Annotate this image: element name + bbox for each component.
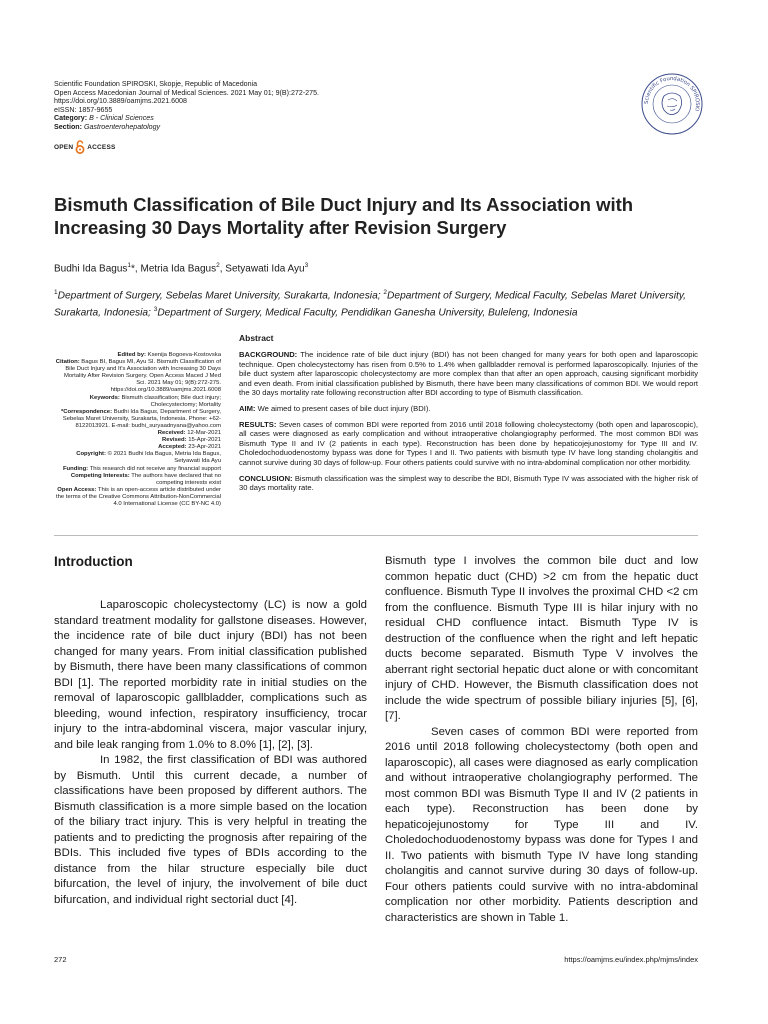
doi-link[interactable]: https://doi.org/10.3889/oamjms.2021.6008	[54, 97, 187, 106]
intro-paragraph-3: Bismuth type I involves the common bile duct and low common hepatic duct (CHD) >2 cm from the hepatic duct confluence. Bismuth Type II involves the proximal CHD <2 cm from the confluence. Bismuth Type III is hilar injury with no residual CHD confluence intact. Bismuth Type IV is destruction of the confluence when the right and left hepatic ducts become separated. Bismuth Type V involves the aberrant right sectorial hepatic duct alone or with concomitant injury of CHD. However, the Bismuth classification does not include the wide spectrum of possible biliary injuries [5], [6], [7].	[385, 555, 698, 722]
foundation-seal-logo	[640, 72, 704, 136]
abstract-aim: AIM: We aimed to present cases of bile duct injury (BDI).	[239, 403, 431, 413]
intro-paragraph-2: In 1982, the first classification of BDI was authored by Bismuth. Until this current decade, a number of classifications have been proposed by different authors. The Bismuth classification is a more simple based on the location of the biliary tract injury. This is very helpful in treating the patients and to predicting the prognosis after repairing of the BDIs. This included five types of BDIs according to the distance from the hilar structure especially bile duct bifurcation, the level of injury, the involvement of bile duct bifurcation, and individual right sectorial duct [4].	[54, 754, 367, 906]
abstract-heading: Abstract	[239, 333, 274, 343]
open-access-label-open: OPEN	[54, 143, 74, 151]
abstract-body	[239, 350, 698, 499]
section-line: Section: Gastroenterohepatology	[54, 122, 161, 131]
open-access-statement: Open Access: This is an open-access article distributed under the terms of the Creative Commons Attribution-NonCommercial 4.0 International License (CC BY-NC 4.0)	[56, 486, 221, 507]
accepted-date: Accepted: 23-Apr-2021	[158, 444, 221, 451]
introduction-heading: Introduction	[54, 554, 133, 569]
affiliation-3: Department of Surgery, Medical Faculty, Pendidikan Ganesha University, Buleleng, Indonesia	[157, 307, 578, 319]
keywords: Keywords: Bismuth classification; Bile duct injury; Cholecystectomy; Mortality	[89, 394, 221, 408]
journal-citation-line: Open Access Macedonian Journal of Medical Sciences. 2021 May 01; 9(B):272-275.	[54, 88, 319, 97]
abstract-results: RESULTS: Seven cases of common BDI were reported from 2016 until 2018 following cholecystectomy (both open and laparoscopic), all cases were diagnosed as early complication and without intraoperative cholangiography performed. The most common BDI was Bismuth Type II and IV (2 patients in each type). Reconstruction has been done by hepaticojejunostomy for Type III and IV. Choledochoduodenostomy bypass was done for Types I and II. Two patients with bismuth type IV have long standing cholangitis and cannot survive during 30 days of follow-up. Four others patients could survive with no intra-abdominal complication nor other morbidity.	[239, 419, 698, 467]
affiliation-1: Department of Surgery, Sebelas Maret University, Surakarta, Indonesia;	[57, 290, 381, 302]
author-3: Setyawati Ida Ayu	[225, 263, 305, 275]
affiliation-2: Department of Surgery, Medical Faculty, Sebelas Maret University, Surakarta, Indonesia;	[54, 290, 686, 319]
journal-url-link[interactable]: https://oamjms.eu/index.php/mjms/index	[564, 955, 698, 964]
funding: Funding: This research did not receive any financial support	[62, 465, 221, 472]
page-number: 272	[54, 955, 67, 964]
abstract-background: BACKGROUND: The incidence rate of bile duct injury (BDI) has not been changed for many years for both open and laparoscopic technique. Open cholecystectomy has risen from 0.5% to 1.4% when gallbladder removal is performed laparoscopically. Injuries of the bile duct system after laparoscopic cholecystectomy are more complex than that after an open approach, causing significant morbidity and even death. From initial classification published by Bismuth, there have been many classifications of common BDI. We would report the 30 days mortality rate following reconstruction after BDI according to type of Bismuth classification.	[239, 350, 698, 398]
correspondence: *Correspondence: Budhi Ida Bagus, Department of Surgery, Sebelas Maret University, Surakarta, Indonesia. Phone: +62-8122013921. E-mail: budhi_suryaadnyana@yahoo.com	[60, 408, 221, 429]
intro-paragraph-4: Seven cases of common BDI were reported from 2016 until 2018 following cholecystectomy (both open and laparoscopic), all cases were diagnosed as early complication and without intraoperative cholangiography performed. The most common BDI was Bismuth Type II and IV (2 patients in each type). Reconstruction has been done by hepaticojejunostomy for Type III and IV. Choledochoduodenostomy bypass was done for Types I and II. Two patients with bismuth Type IV have long standing cholangitis and cannot survive during 30 days of follow-up. Four others patients could survive with no intra-abdominal complication nor other morbidity. Patients description and characteristics are shown in Table 1.	[385, 725, 698, 924]
article-title: Bismuth Classification of Bile Duct Injury and Its Association with Increasing 30 Days Mortality after Revision Surgery	[54, 194, 634, 238]
edited-by: Edited by: Ksenija Bogoeva-Kostovska	[117, 352, 221, 358]
article-metadata	[54, 352, 221, 508]
author-2: Metria Ida Bagus	[140, 263, 217, 275]
author-list: Budhi Ida Bagus$^1$*, Metria Ida Bagus$^2$, Setyawati Ida Ayu$^3$	[54, 262, 309, 275]
revised-date: Revised: 15-Apr-2021	[162, 437, 221, 444]
section-divider	[54, 535, 698, 536]
author-1: Budhi Ida Bagus	[54, 263, 128, 275]
abstract-conclusion: CONCLUSION: Bismuth classification was the simplest way to describe the BDI, Bismuth Type IV was associated with the higher risk of 30 days mortality rate.	[239, 473, 698, 493]
open-access-logo	[54, 140, 116, 154]
copyright: Copyright: © 2021 Budhi Ida Bagus, Metria Ida Bagus, Setyawati Ida Ayu	[76, 451, 221, 465]
body-column-right	[385, 554, 698, 926]
citation: Citation: Bagus BI, Bagus MI, Ayu SI. Bismuth Classification of Bile Duct Injury and It's Association with Increasing 30 Days Mortality After Revision Surgery. Open Access Maced J Med Sci. 2021 May 01; 9(B):272-275. https://doi.org/10.3889/oamjms.2021.6008	[55, 359, 221, 394]
open-access-label-access: ACCESS	[87, 143, 116, 151]
eissn-line: eISSN: 1857-9655	[54, 105, 113, 114]
body-column-left	[54, 598, 367, 908]
svg-text:Scientific Foundation SPIROSKI: Scientific Foundation SPIROSKI	[643, 75, 701, 112]
received-date: Received: 12-Mar-2021	[157, 430, 221, 437]
open-lock-icon	[74, 140, 86, 154]
competing-interests: Competing Interests: The authors have declared that no competing interests exist	[70, 472, 221, 486]
intro-paragraph-1: Laparoscopic cholecystectomy (LC) is now a gold standard treatment modality for gallstone diseases. However, the incidence rate of bile duct injury (BDI) has not been changed for many years. From initial classification published by Bismuth, there have been many classifications of common BDI [1]. The reported morbidity rate in initial studies on the removal of laparoscopic gallbladder, complications such as bleeding, wound infection, respiratory insufficiency, trocar injury to the intra-abdominal viscera, major vascular injury, and bile leak ranging from 1.0% to 8.0% [1], [2], [3].	[54, 599, 367, 751]
journal-header	[54, 80, 454, 132]
affiliations: $^1$Department of Surgery, Sebelas Maret University, Surakarta, Indonesia; $^2$Department of Surgery, Medical Faculty, Sebelas Maret University, Surakarta, Indonesia; $^3$Department of Surgery, Medical Faculty, Pendidikan Ganesha University, Buleleng, Indonesia	[54, 289, 686, 319]
publisher-line: Scientific Foundation SPIROSKI, Skopje, Republic of Macedonia	[54, 80, 258, 88]
category-line: Category: B - Clinical Sciences	[54, 114, 154, 123]
